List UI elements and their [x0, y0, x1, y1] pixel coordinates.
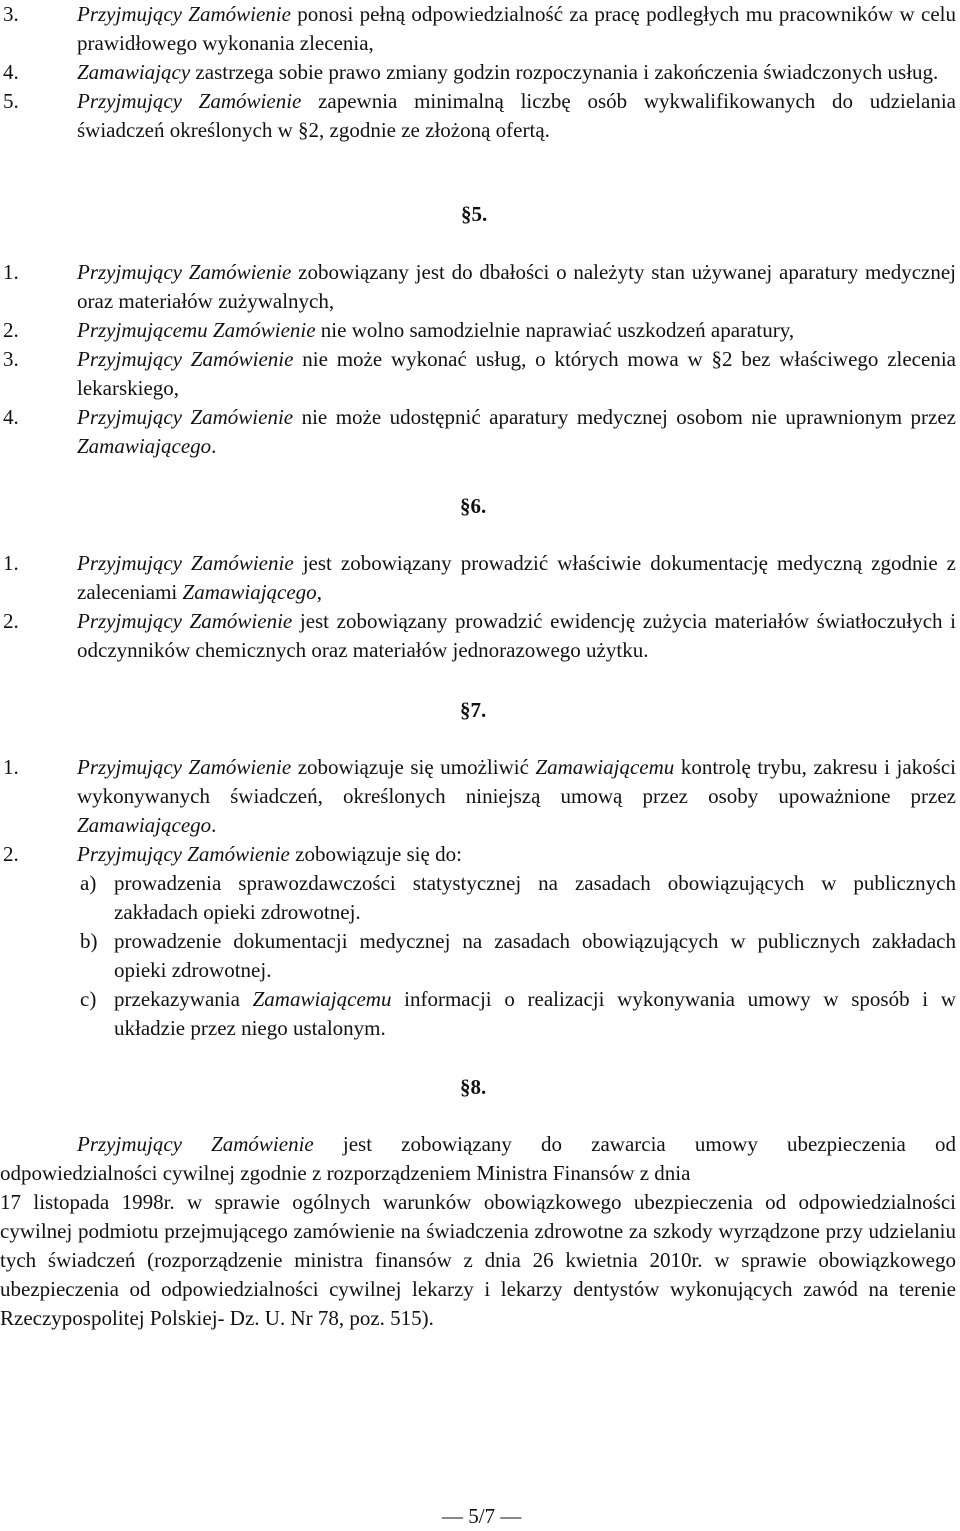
list-item — [0, 549, 956, 607]
list-item-number: c) — [80, 987, 97, 1011]
list-item-text: zastrzega sobie prawo zmiany godzin rozpoczynania i zakończenia świadczonych usług. — [190, 60, 939, 84]
list-top — [0, 0, 956, 145]
list-item-text: kontrolę trybu, zakresu i jakości wykonywanych świadczeń, określonych niniejszą umową przez osoby upoważnione przez — [77, 755, 956, 808]
list-item-text: zapewnia minimalną liczbę osób wykwalifikowanych do udzielania świadczeń określonych w §2, zgodnie ze złożoną ofertą. — [77, 89, 956, 142]
list-section-7 — [0, 753, 956, 869]
list-item-italic-text: Przyjmującemu Zamówienie — [77, 318, 316, 342]
list-item-italic-text: Przyjmujący Zamówienie — [77, 89, 302, 113]
list-item-number: 4. — [3, 60, 19, 84]
page-number: — 5/7 — — [442, 1504, 522, 1528]
list-item-text: nie wolno samodzielnie naprawiać uszkodzeń aparatury, — [315, 318, 795, 342]
list-item — [0, 403, 956, 461]
list-item-number: a) — [80, 871, 97, 895]
list-item — [0, 345, 956, 403]
list-item-text: , — [316, 580, 322, 604]
list-item-text: . — [211, 813, 217, 837]
s8-body: 17 listopada 1998r. w sprawie ogólnych warunków obowiązkowego ubezpieczenia od odpowiedzialności cywilnej podmiotu przejmującego zamówienie na świadczenia zdrowotne za szkody wyrządzone przy udzielaniu tych świadczeń (rozporządzenie ministra finansów z dnia 26 kwietnia 2010r. w sprawie obowiązkowego ubezpieczenia od odpowiedzialności cywilnej lekarzy i lekarzy dentystów wykonujących zawód na terenie Rzeczypospolitej Polskiej- Dz. U. Nr 78, poz. 515). — [0, 1190, 956, 1330]
list-item — [0, 316, 956, 345]
list-section-7-sub — [0, 869, 956, 1043]
list-item-italic-text: Przyjmujący Zamówienie — [77, 405, 294, 429]
list-section-5 — [0, 258, 956, 461]
section-heading-5: §5. — [461, 202, 488, 226]
list-item-italic-text: Przyjmujący Zamówienie — [77, 551, 294, 575]
list-item-number: 2. — [3, 842, 19, 866]
list-item-number: 2. — [3, 609, 19, 633]
list-item — [0, 607, 956, 665]
list-item-italic-text: Zamawiającemu — [252, 987, 392, 1011]
list-item — [0, 840, 956, 869]
list-item-italic-text: Przyjmujący Zamówienie — [77, 755, 292, 779]
list-item-text: prowadzenie dokumentacji medycznej na zasadach obowiązujących w publicznych zakładach opieki zdrowotnej. — [114, 929, 956, 982]
section-heading-7: §7. — [460, 698, 487, 722]
list-item-number: 5. — [3, 89, 19, 113]
list-item — [0, 0, 956, 58]
list-item-italic-text: Przyjmujący Zamówienie — [77, 2, 291, 26]
list-item-number: 4. — [3, 405, 19, 429]
s8-line-2: odpowiedzialności cywilnej zgodnie z rozporządzeniem Ministra Finansów z dnia — [0, 1161, 691, 1185]
list-item-text: przekazywania — [114, 987, 253, 1011]
list-item — [0, 87, 956, 145]
list-item — [0, 58, 956, 87]
list-section-6 — [0, 549, 956, 665]
list-item-italic-text: Przyjmujący Zamówienie — [77, 260, 292, 284]
list-item-italic-text: Zamawiającemu — [535, 755, 675, 779]
list-item-text: nie może wykonać usług, o których mowa w §2 bez właściwego zlecenia lekarskiego, — [77, 347, 956, 400]
list-item-number: 1. — [3, 755, 19, 779]
list-item — [0, 869, 956, 927]
list-item-number: 3. — [3, 2, 19, 26]
list-item-text: ponosi pełną odpowiedzialność za pracę podległych mu pracowników w celu prawidłowego wykonania zlecenia, — [77, 2, 956, 55]
list-item-number: 1. — [3, 260, 19, 284]
list-item-number: 2. — [3, 318, 19, 342]
list-item-text: . — [211, 434, 217, 458]
list-item-italic-text: Zamawiający — [77, 60, 191, 84]
list-item-italic-text: Zamawiającego — [77, 813, 212, 837]
list-item-italic-text: Zamawiającego — [77, 434, 212, 458]
section-heading-6: §6. — [460, 494, 487, 518]
section-8-paragraph — [0, 1130, 956, 1333]
list-item-text: prowadzenia sprawozdawczości statystycznej na zasadach obowiązujących w publicznych zakładach opieki zdrowotnej. — [114, 871, 956, 924]
s8-line-1 — [0, 1130, 956, 1159]
list-item — [0, 753, 956, 840]
list-item — [0, 927, 956, 985]
section-heading-8: §8. — [460, 1075, 487, 1099]
list-item-text: jest zobowiązany prowadzić właściwie dokumentację medyczną zgodnie z zaleceniami — [77, 551, 956, 604]
s8-lead-rest: jest zobowiązany do zawarcia umowy ubezpieczenia od — [313, 1132, 956, 1156]
list-item-number: 1. — [3, 551, 19, 575]
list-item-text: informacji o realizacji wykonywania umowy w sposób i w układzie przez niego ustalonym. — [114, 987, 956, 1040]
list-item-text: zobowiązuje się umożliwić — [291, 755, 536, 779]
list-item-text: zobowiązuje się do: — [289, 842, 462, 866]
list-item — [0, 985, 956, 1043]
s8-lead-italic: Przyjmujący Zamówienie — [77, 1132, 314, 1156]
list-item-italic-text: Przyjmujący Zamówienie — [77, 347, 294, 371]
list-item-number: b) — [80, 929, 98, 953]
list-item-number: 3. — [3, 347, 19, 371]
list-item-italic-text: Przyjmujący Zamówienie — [77, 609, 293, 633]
list-item-text: jest zobowiązany prowadzić ewidencję zużycia materiałów światłoczułych i odczynników chemicznych oraz materiałów jednorazowego użytku. — [77, 609, 956, 662]
list-item-italic-text: Zamawiającego — [182, 580, 317, 604]
list-item-text: nie może udostępnić aparatury medycznej osobom nie uprawnionym przez — [293, 405, 956, 429]
list-item-text: zobowiązany jest do dbałości o należyty stan używanej aparatury medycznej oraz materiałów zużywalnych, — [77, 260, 956, 313]
list-item-italic-text: Przyjmujący Zamówienie — [77, 842, 290, 866]
list-item — [0, 258, 956, 316]
